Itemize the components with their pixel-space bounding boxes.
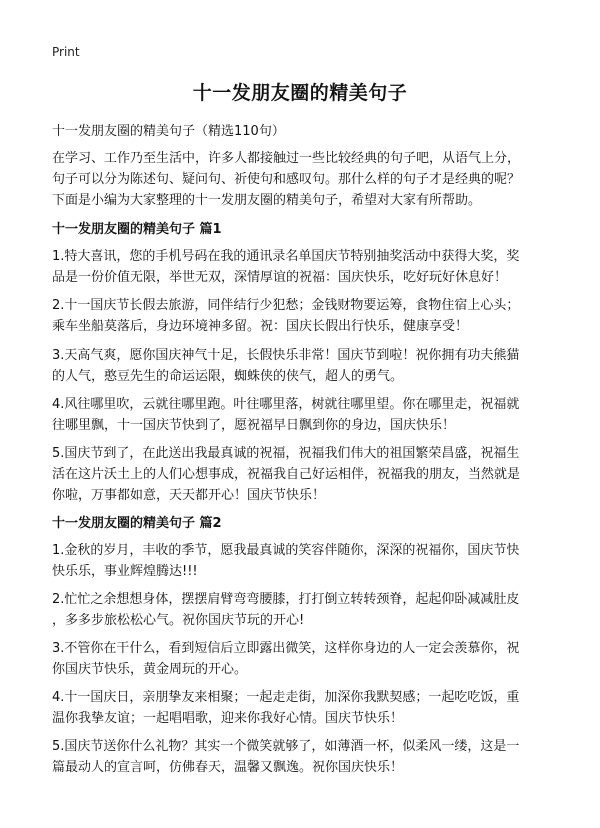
item-line: 乘车坐船莫落后，身边环境神多留。祝：国庆长假出行快乐，健康享受！	[52, 319, 469, 334]
list-item	[52, 638, 552, 680]
item-line: 2.十一国庆节长假去旅游，同伴结行少犯愁；金钱财物要运筹，食物住宿上心头；	[52, 298, 520, 313]
item-line: 4.十一国庆日，亲朋挚友来相聚；一起走走街，加深你我默契感；一起吃吃饭，重	[52, 690, 520, 705]
item-line: 的人气，憨豆先生的命运运限，蜘蛛侠的侠气，超人的勇气。	[52, 369, 404, 384]
intro-line: 句子可以分为陈述句、疑问句、祈使句和感叹句。那什么样的句子才是经典的呢？	[52, 172, 521, 187]
item-line: 温你我挚友谊；一起唱唱歌，迎来你我好心情。国庆节快乐！	[52, 711, 404, 726]
item-line: 快乐乐，事业辉煌腾达!!!	[52, 564, 198, 579]
item-line: 篇最动人的宣言呵，仿佛春天，温馨又飘逸。祝你国庆快乐！	[52, 760, 404, 775]
list-item	[52, 345, 552, 387]
item-line: 品是一份价值无限，举世无双，深情厚谊的祝福：国庆快乐，吃好玩好休息好！	[52, 270, 508, 285]
list-item	[52, 246, 552, 288]
intro-paragraph	[52, 148, 552, 211]
list-item	[52, 589, 552, 631]
list-item	[52, 540, 552, 582]
item-line: 往哪里飘，十一国庆节快到了，愿祝福早日飘到你的身边，国庆快乐！	[52, 418, 456, 433]
item-line: 1.特大喜讯，您的手机号码在我的通讯录名单国庆节特别抽奖活动中获得大奖，奖	[52, 249, 520, 264]
intro-line: 在学习、工作乃至生活中，许多人都接触过一些比较经典的句子吧，从语气上分，	[52, 151, 521, 166]
print-link[interactable]: Print	[52, 45, 80, 59]
item-line: 你啦，万事都如意，天天都开心！国庆节快乐！	[52, 488, 326, 503]
item-line: 3.天高气爽，愿你国庆神气十足，长假快乐非常！国庆节到啦！祝你拥有功夫熊猫	[52, 348, 520, 363]
item-line: 你国庆节快乐，黄金周玩的开心。	[52, 662, 248, 677]
list-item	[52, 736, 552, 778]
list-item	[52, 394, 552, 436]
item-line: 3.不管你在干什么，看到短信后立即露出微笑，这样你身边的人一定会羡慕你，祝	[52, 641, 520, 656]
item-line: 5.国庆节送你什么礼物？其实一个微笑就够了，如薄酒一杯，似柔风一缕，这是一	[52, 739, 520, 754]
item-line: 4.风往哪里吹，云就往哪里跑。叶往哪里落，树就往哪里望。你在哪里走，祝福就	[52, 397, 520, 412]
item-line: ，多多步旅松松心气。祝你国庆节玩的开心!	[52, 613, 305, 628]
subtitle: 十一发朋友圈的精美句子（精选110句）	[52, 124, 285, 139]
item-line: 1.金秋的岁月，丰收的季节，愿我最真诚的笑容伴随你，深深的祝福你，国庆节快	[52, 543, 520, 558]
list-item	[52, 295, 552, 337]
section-heading: 十一发朋友圈的精美句子 篇2	[52, 516, 222, 531]
intro-line: 下面是小编为大家整理的十一发朋友圈的精美句子，希望对大家有所帮助。	[52, 193, 482, 208]
item-line: 2.忙忙之余想想身体，摆摆肩臂弯弯腰膝，打打倒立转转颈脊，起起仰卧减减肚皮	[52, 592, 520, 607]
page-title: 十一发朋友圈的精美句子	[192, 82, 408, 104]
item-line: 活在这片沃土上的人们心想事成，祝福我自己好运相伴，祝福我的朋友，当然就是	[52, 467, 521, 482]
section-heading: 十一发朋友圈的精美句子 篇1	[52, 222, 222, 237]
item-line: 5.国庆节到了，在此送出我最真诚的祝福，祝福我们伟大的祖国繁荣昌盛，祝福生	[52, 446, 520, 461]
list-item	[52, 687, 552, 729]
list-item	[52, 443, 552, 506]
